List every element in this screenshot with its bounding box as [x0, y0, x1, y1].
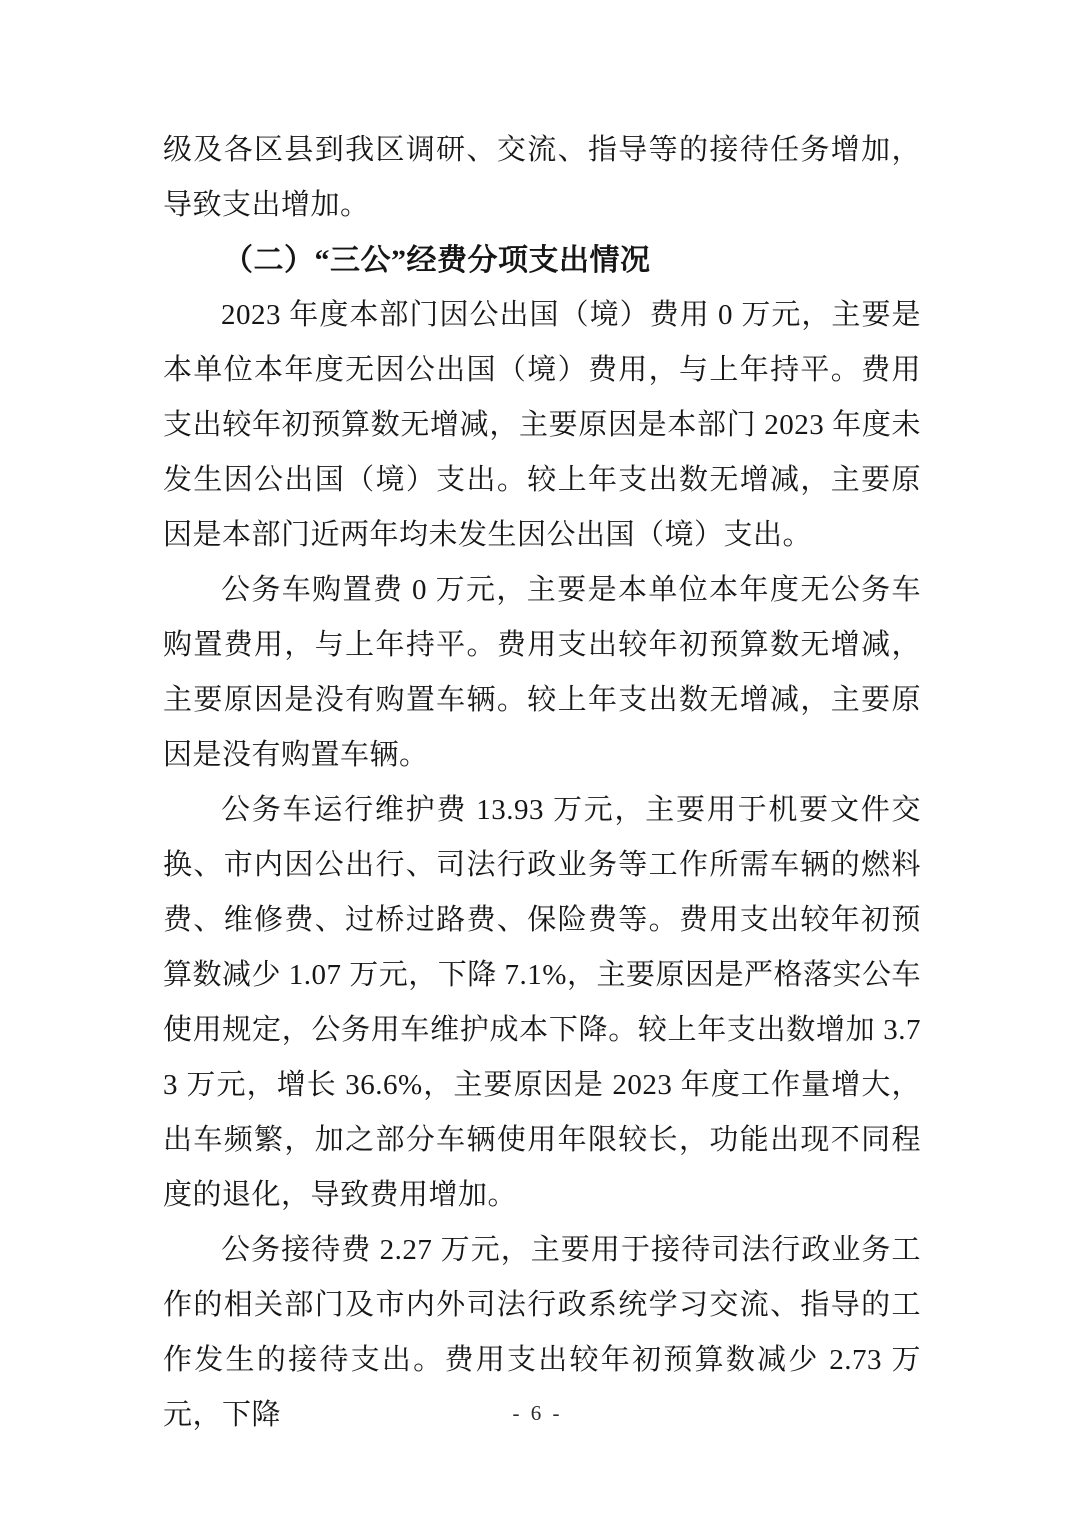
paragraph-vehicle-purchase-expense: 公务车购置费 0 万元，主要是本单位本年度无公务车购置费用，与上年持平。费用支出较年初预算数无增减，主要原因是没有购置车辆。较上年支出数无增减，主要原因是没有购置车辆。	[163, 574, 921, 771]
document-body	[163, 123, 921, 1443]
section-heading: （二）“三公”经费分项支出情况	[223, 244, 651, 277]
paragraph-continuation: 级及各区县到我区调研、交流、指导等的接待任务增加，导致支出增加。	[163, 134, 921, 221]
paragraph-vehicle-maintenance-expense: 公务车运行维护费 13.93 万元，主要用于机要文件交换、市内因公出行、司法行政业务等工作所需车辆的燃料费、维修费、过桥过路费、保险费等。费用支出较年初预算数减少 1.07 万元，下降 7.1%，主要原因是严格落实公车使用规定，公务用车维护成本下降。较上年支出数增加 3.73 万元，增长 36.6%，主要原因是 2023 年度工作量增大，出车频繁，加之部分车辆使用年限较长，功能出现不同程度的退化，导致费用增加。	[163, 794, 921, 1211]
page-number: - 6 -	[512, 1401, 563, 1425]
paragraph-official-reception-expense: 公务接待费 2.27 万元，主要用于接待司法行政业务工作的相关部门及市内外司法行政系统学习交流、指导的工作发生的接待支出。费用支出较年初预算数减少 2.73 万元，下降	[163, 1234, 921, 1431]
paragraph-overseas-travel-expense: 2023 年度本部门因公出国（境）费用 0 万元，主要是本单位本年度无因公出国（境）费用，与上年持平。费用支出较年初预算数无增减，主要原因是本部门 2023 年度未发生因公出国（境）支出。较上年支出数无增减，主要原因是本部门近两年均未发生因公出国（境）支出。	[163, 299, 921, 551]
